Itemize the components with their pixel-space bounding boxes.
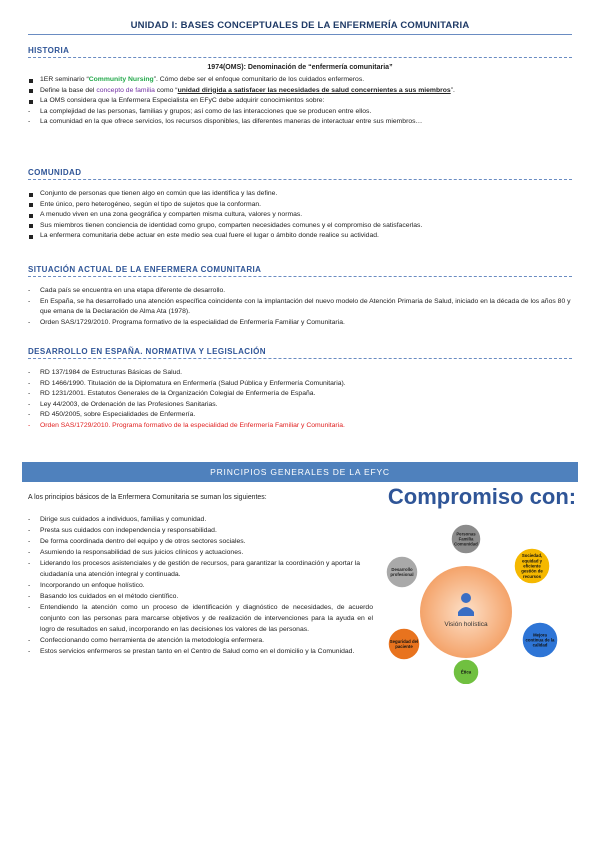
section-heading: COMUNIDAD — [28, 168, 82, 177]
section-divider — [28, 358, 572, 359]
list-item: - RD 1231/2001. Estatutos Generales de la Organización Colegial de Enfermería de España. — [28, 390, 316, 398]
list-item: La OMS considera que la Enfermera Especialista en EFyC debe adquirir conocimientos sobre: — [28, 96, 572, 107]
situacion-list — [28, 286, 572, 328]
diagram-node-label: Seguridad del paciente — [389, 638, 419, 650]
list-item: - RD 137/1984 de Estructuras Básicas de Salud. — [28, 369, 183, 376]
desarrollo-list — [28, 368, 572, 432]
historia-list — [28, 75, 572, 128]
list-item: - La comunidad en la que ofrece servicios, los recursos disponibles, las diferentes maneras de interactuar entre sus miembros… — [28, 118, 423, 126]
square-bullet-icon — [29, 89, 33, 93]
principios-list — [28, 514, 373, 657]
section-heading: DESARROLLO EN ESPAÑA. NORMATIVA Y LEGISLACIÓN — [28, 347, 266, 356]
list-item: - RD 1466/1990. Titulación de la Diplomatura en Enfermería (Salud Pública y Enfermería Comunitaria). — [28, 379, 346, 387]
list-item: - Estos servicios enfermeros se prestan tanto en el Centro de Salud como en el domicilio y la Comunidad. — [28, 648, 355, 655]
historia-subtitle: 1974(OMS): Denominación de “enfermería comunitaria” — [207, 64, 393, 71]
diagram-node-label: Desarrollo profesional — [390, 566, 414, 578]
section-comunidad — [28, 168, 572, 242]
title-divider — [28, 34, 572, 35]
diagram-node-label: Ética — [460, 669, 472, 675]
diagram-node-label: Personas Familia Comunidad — [454, 531, 478, 547]
section-divider — [28, 57, 572, 58]
section-situacion — [28, 265, 572, 328]
list-item: - Ley 44/2003, de Ordenación de las Profesiones Sanitarias. — [28, 400, 218, 408]
square-bullet-icon — [29, 79, 33, 83]
list-item: - Liderando los procesos asistenciales y de gestión de recursos, para garantizar la coordinación y aportar la ciudadanía una atención integral y continuada. — [28, 560, 361, 578]
list-item: - Confeccionando como herramienta de atención la metodología enfermera. — [28, 637, 265, 644]
section-divider — [28, 276, 572, 277]
square-bullet-icon — [29, 203, 33, 207]
diagram-node-label: Sociedad, equidad y eficiente gestión de recursos — [521, 553, 543, 579]
list-item: - Orden SAS/1729/2010. Programa formativo de la especialidad de Enfermería Familiar y Comunitaria. — [28, 318, 345, 326]
list-item: 1ER seminario “Community Nursing”. Cómo debe ser el enfoque comunitario de los cuidados enfermeros. — [28, 75, 572, 86]
diagram-node-label: Mejora continua de la calidad — [525, 632, 555, 648]
list-item: - Cada país se encuentra en una etapa diferente de desarrollo. — [28, 287, 226, 294]
principios-banner: PRINCIPIOS GENERALES DE LA EFYC — [22, 462, 578, 482]
section-heading: HISTORIA — [28, 46, 70, 55]
list-item: - En España, se ha desarrollado una atención específica coincidente con la implantación del nuevo modelo de Atención Primaria de Salud, iniciado en la década de los años 80 y que emana de la Declaración de Alma Ata (1978). — [28, 297, 571, 316]
page-title: UNIDAD I: BASES CONCEPTUALES DE LA ENFERMERÍA COMUNITARIA — [130, 20, 470, 31]
diagram-svg — [382, 484, 582, 684]
list-item: Define la base del concepto de familia como “unidad dirigida a satisfacer las necesidades de salud concernientes a sus miembros”. — [28, 86, 572, 97]
comunidad-list — [28, 189, 572, 242]
list-item: Ente único, pero heterogéneo, según el tipo de sujetos que la conforman. — [28, 200, 572, 211]
section-divider — [28, 179, 572, 180]
list-item: La enfermera comunitaria debe actuar en este medio sea cual fuere el lugar o ámbito donde realice su actividad. — [28, 231, 572, 242]
principios-intro: A los principios básicos de la Enfermera Comunitaria se suman los siguientes: — [28, 494, 267, 501]
list-item: - Basando los cuidados en el método científico. — [28, 593, 179, 600]
list-item: Sus miembros tienen conciencia de identidad como grupo, comparten necesidades comunes y el compromiso de satisfacerlas. — [28, 221, 572, 232]
center-label: Visión holística — [444, 621, 488, 628]
list-item: Conjunto de personas que tienen algo en común que las identifica y las define. — [28, 189, 572, 200]
list-item: - Incorporando un enfoque holístico. — [28, 582, 145, 589]
square-bullet-icon — [29, 224, 33, 228]
list-item: - De forma coordinada dentro del equipo y de otros sectores sociales. — [28, 538, 246, 545]
list-item: - Asumiendo la responsabilidad de sus juicios clínicos y actuaciones. — [28, 549, 244, 556]
square-bullet-icon — [29, 100, 33, 104]
list-item: - Orden SAS/1729/2010. Programa formativo de la especialidad de Enfermería Familiar y Comunitaria. — [28, 421, 345, 429]
list-item: - RD 450/2005, sobre Especialidades de Enfermería. — [28, 411, 196, 419]
diagram-title: Compromiso con: — [387, 484, 577, 509]
list-item: - La complejidad de las personas, familias y grupos; así como de las interacciones que se producen entre ellos. — [28, 107, 372, 115]
square-bullet-icon — [29, 193, 33, 197]
section-historia — [28, 46, 572, 128]
compromiso-diagram — [382, 484, 582, 684]
list-item: A menudo viven en una zona geográfica y comparten misma cultura, valores y normas. — [28, 210, 572, 221]
square-bullet-icon — [29, 235, 33, 239]
section-heading: SITUACIÓN ACTUAL DE LA ENFERMERA COMUNITARIA — [28, 265, 262, 274]
section-desarrollo — [28, 347, 572, 432]
square-bullet-icon — [29, 214, 33, 218]
list-item: - Presta sus cuidados con independencia y responsabilidad. — [28, 527, 217, 534]
list-item: - Dirige sus cuidados a individuos, familias y comunidad. — [28, 516, 207, 523]
list-item: - Entendiendo la atención como un proceso de identificación y diagnóstico de necesidades, de acuerdo conjunto con las personas para marcarse objetivos y de realización de intervenciones para la ayuda en el logro de resultados en salud, incorporando en las decisiones los valores de las personas. — [28, 604, 373, 633]
